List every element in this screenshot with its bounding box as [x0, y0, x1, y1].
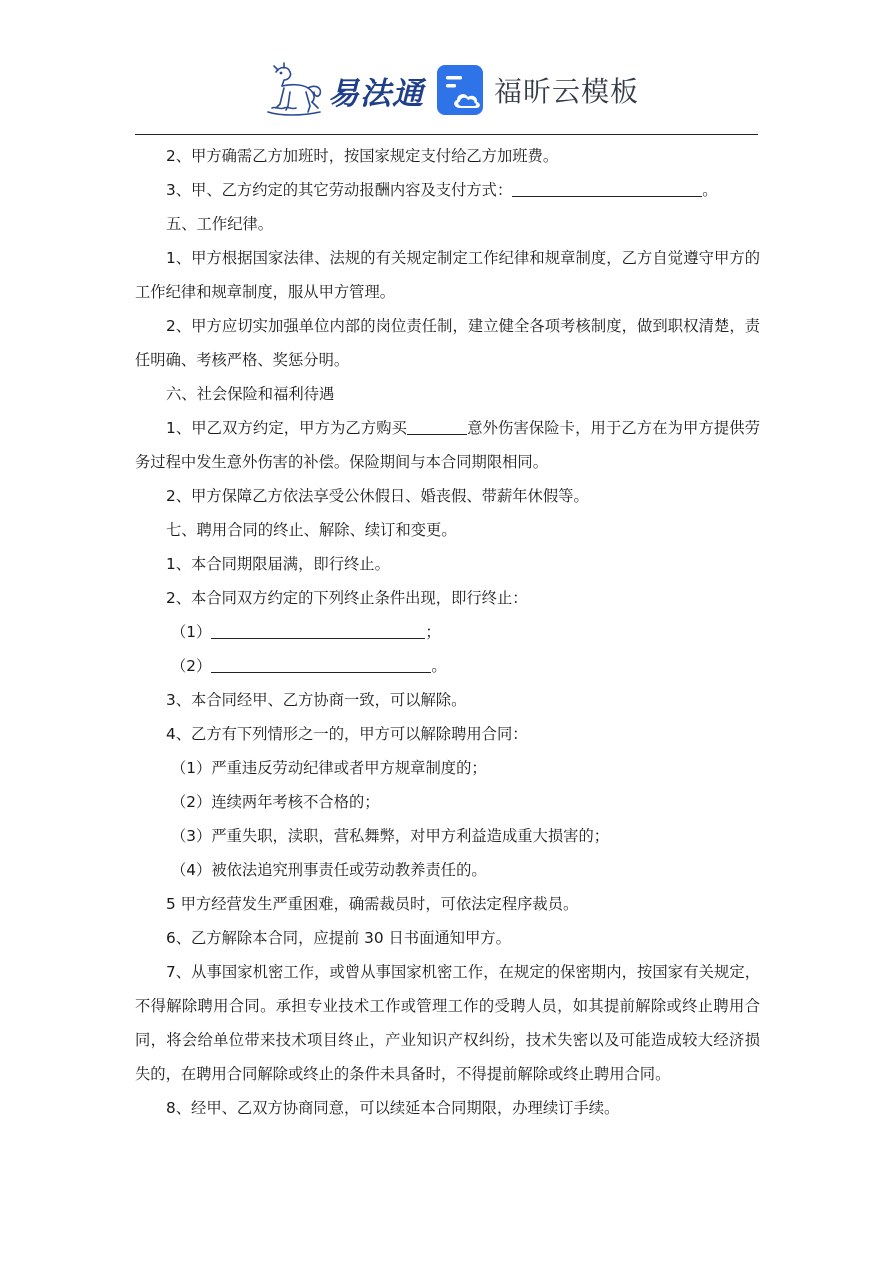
fuxin-logo — [436, 64, 639, 116]
list-item: （4）被依法追究刑事责任或劳动教养责任的。 — [171, 861, 487, 879]
section-heading: 五、工作纪律。 — [166, 215, 274, 233]
paragraph: 1、本合同期限届满，即行终止。 — [166, 555, 390, 573]
paragraph: 1、甲方根据国家法律、法规的有关规定制定工作纪律和规章制度，乙方自觉遵守甲方的工作纪律和规章制度，服从甲方管理。 — [135, 249, 760, 301]
paragraph: 8、经甲、乙双方协商同意，可以续延本合同期限，办理续订手续。 — [166, 1099, 620, 1117]
paragraph: 2、甲方确需乙方加班时，按国家规定支付给乙方加班费。 — [166, 147, 559, 165]
brand-right-text: 福昕云模板 — [494, 75, 640, 108]
header-divider — [135, 134, 758, 135]
fill-blank — [512, 181, 702, 197]
paragraph: 3、本合同经甲、乙方协商一致，可以解除。 — [166, 691, 467, 709]
paragraph: 3、甲、乙方约定的其它劳动报酬内容及支付方式： 。 — [166, 181, 718, 199]
cloud-document-icon — [436, 64, 486, 116]
list-item: （3）严重失职，渎职，营私舞弊，对甲方利益造成重大损害的； — [171, 827, 610, 845]
fill-blank — [407, 419, 467, 435]
list-item: （1）严重违反劳动纪律或者甲方规章制度的； — [171, 759, 487, 777]
fill-blank — [211, 623, 425, 639]
paragraph: 2、本合同双方约定的下列终止条件出现，即行终止： — [166, 589, 528, 607]
list-item: （1） ； — [171, 623, 441, 641]
qilin-emblem-icon — [262, 62, 324, 118]
document-body — [135, 139, 760, 1125]
paragraph: 1、甲乙双方约定，甲方为乙方购买 意外伤害保险卡，用于乙方在为甲方提供劳务过程中发生意外伤害的补偿。保险期间与本合同期限相同。 — [135, 419, 760, 471]
paragraph: 6、乙方解除本合同，应提前 30 日书面通知甲方。 — [166, 929, 511, 947]
paragraph: 4、乙方有下列情形之一的，甲方可以解除聘用合同： — [166, 725, 528, 743]
page-header — [0, 0, 893, 130]
section-heading: 六、社会保险和福利待遇 — [166, 385, 335, 403]
list-item: （2）连续两年考核不合格的； — [171, 793, 380, 811]
brand-left-text: 易法通 — [328, 75, 424, 112]
paragraph: 5 甲方经营发生严重困难，确需裁员时，可依法定程序裁员。 — [166, 895, 579, 913]
paragraph: 2、甲方应切实加强单位内部的岗位责任制，建立健全各项考核制度，做到职权清楚，责任明确、考核严格、奖惩分明。 — [135, 317, 760, 369]
paragraph: 7、从事国家机密工作，或曾从事国家机密工作，在规定的保密期内，按国家有关规定，不得解除聘用合同。承担专业技术工作或管理工作的受聘人员，如其提前解除或终止聘用合同，将会给单位带来技术项目终止，产业知识产权纠纷，技术失密以及可能造成较大经济损失的，在聘用合同解除或终止的条件未具备时，不得提前解除或终止聘用合同。 — [135, 963, 760, 1083]
section-heading: 七、聘用合同的终止、解除、续订和变更。 — [166, 521, 457, 539]
paragraph: 2、甲方保障乙方依法享受公休假日、婚丧假、带薪年休假等。 — [166, 487, 589, 505]
list-item: （2） 。 — [171, 657, 447, 675]
fill-blank — [211, 657, 431, 673]
yifatong-logo — [262, 62, 424, 118]
